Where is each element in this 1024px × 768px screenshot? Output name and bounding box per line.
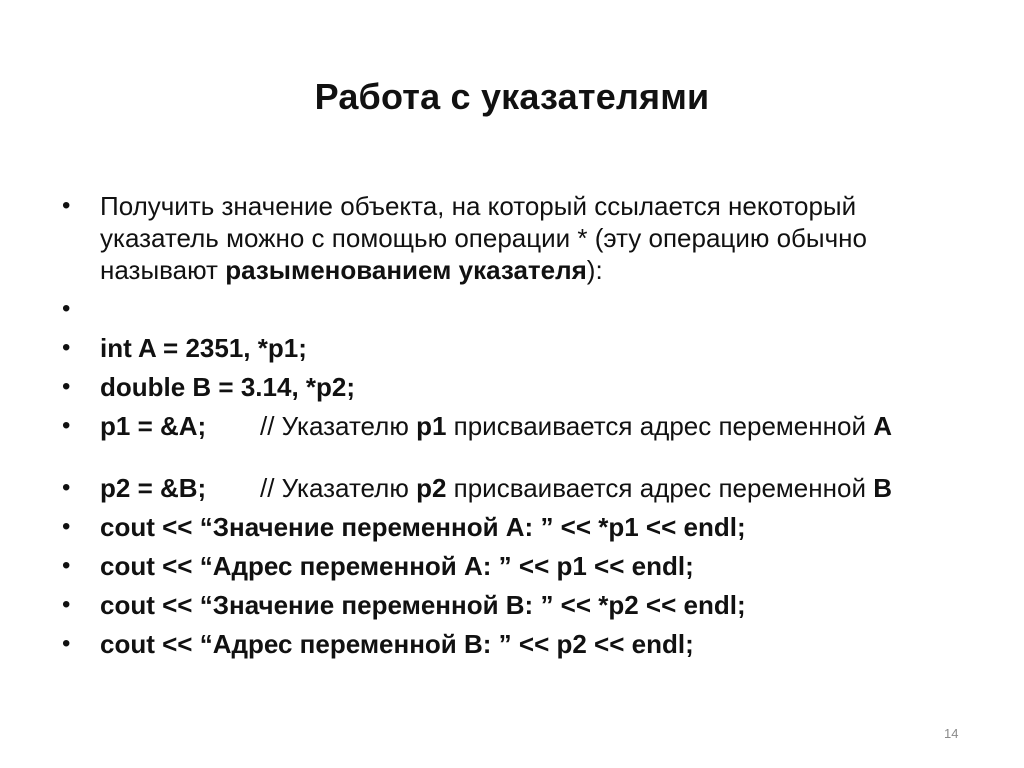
comment-p2 [260, 472, 892, 504]
comment-p2-mid: присваивается адрес переменной [446, 473, 874, 503]
intro-text-part2: ): [586, 255, 603, 285]
bullet-icon: • [62, 412, 71, 439]
slide-title: Работа с указателями [314, 76, 710, 117]
intro-text-bold: разыменованием указателя [225, 255, 587, 285]
bullet-icon: • [62, 295, 71, 322]
code-cout-1: cout << “Значение переменной A: ” << *p1 << endl; [100, 512, 746, 542]
bullet-item-cout-4 [62, 628, 982, 660]
bullet-icon: • [62, 591, 71, 618]
slide-content [62, 190, 982, 660]
code-p2-assign: p2 = &B; [100, 473, 207, 503]
bullet-item-intro [62, 190, 982, 286]
comment-p1-pre: // Указателю [260, 411, 417, 441]
code-cout-3: cout << “Значение переменной B: ” << *p2 << endl; [100, 590, 746, 620]
comment-p1-target: A [873, 411, 892, 441]
bullet-icon: • [62, 630, 71, 657]
page-number: 14 [944, 726, 959, 741]
code-int-decl: int A = 2351, *p1; [100, 333, 307, 363]
intro-text-part1: Получить значение объекта, на который ссылается некоторый указатель можно с помощью операции * (эту операцию обычно называют [100, 191, 867, 285]
comment-p1-mid: присваивается адрес переменной [446, 411, 874, 441]
comment-p2-pre: // Указателю [260, 473, 417, 503]
bullet-icon: • [62, 192, 71, 219]
bullet-item-empty [62, 293, 982, 325]
comment-p2-target: B [873, 473, 892, 503]
bullet-item-int-decl [62, 332, 982, 364]
bullet-item-cout-1 [62, 511, 982, 543]
code-double-decl: double B = 3.14, *p2; [100, 372, 356, 402]
comment-p1-var: p1 [416, 411, 447, 441]
bullet-icon: • [62, 474, 71, 501]
comment-p1 [260, 410, 892, 442]
comment-p2-var: p2 [416, 473, 447, 503]
bullet-icon: • [62, 513, 71, 540]
intro-text [100, 191, 867, 285]
bullet-icon: • [62, 552, 71, 579]
bullet-icon: • [62, 373, 71, 400]
bullet-item-p2-assign [62, 472, 982, 504]
code-cout-2: cout << “Адрес переменной A: ” << p1 << endl; [100, 551, 694, 581]
bullet-item-p1-assign [62, 410, 982, 442]
bullet-icon: • [62, 334, 71, 361]
code-cout-4: cout << “Адрес переменной B: ” << p2 << endl; [100, 629, 694, 659]
bullet-item-cout-3 [62, 589, 982, 621]
bullet-item-double-decl [62, 371, 982, 403]
code-p1-assign: p1 = &A; [100, 411, 207, 441]
bullet-item-cout-2 [62, 550, 982, 582]
